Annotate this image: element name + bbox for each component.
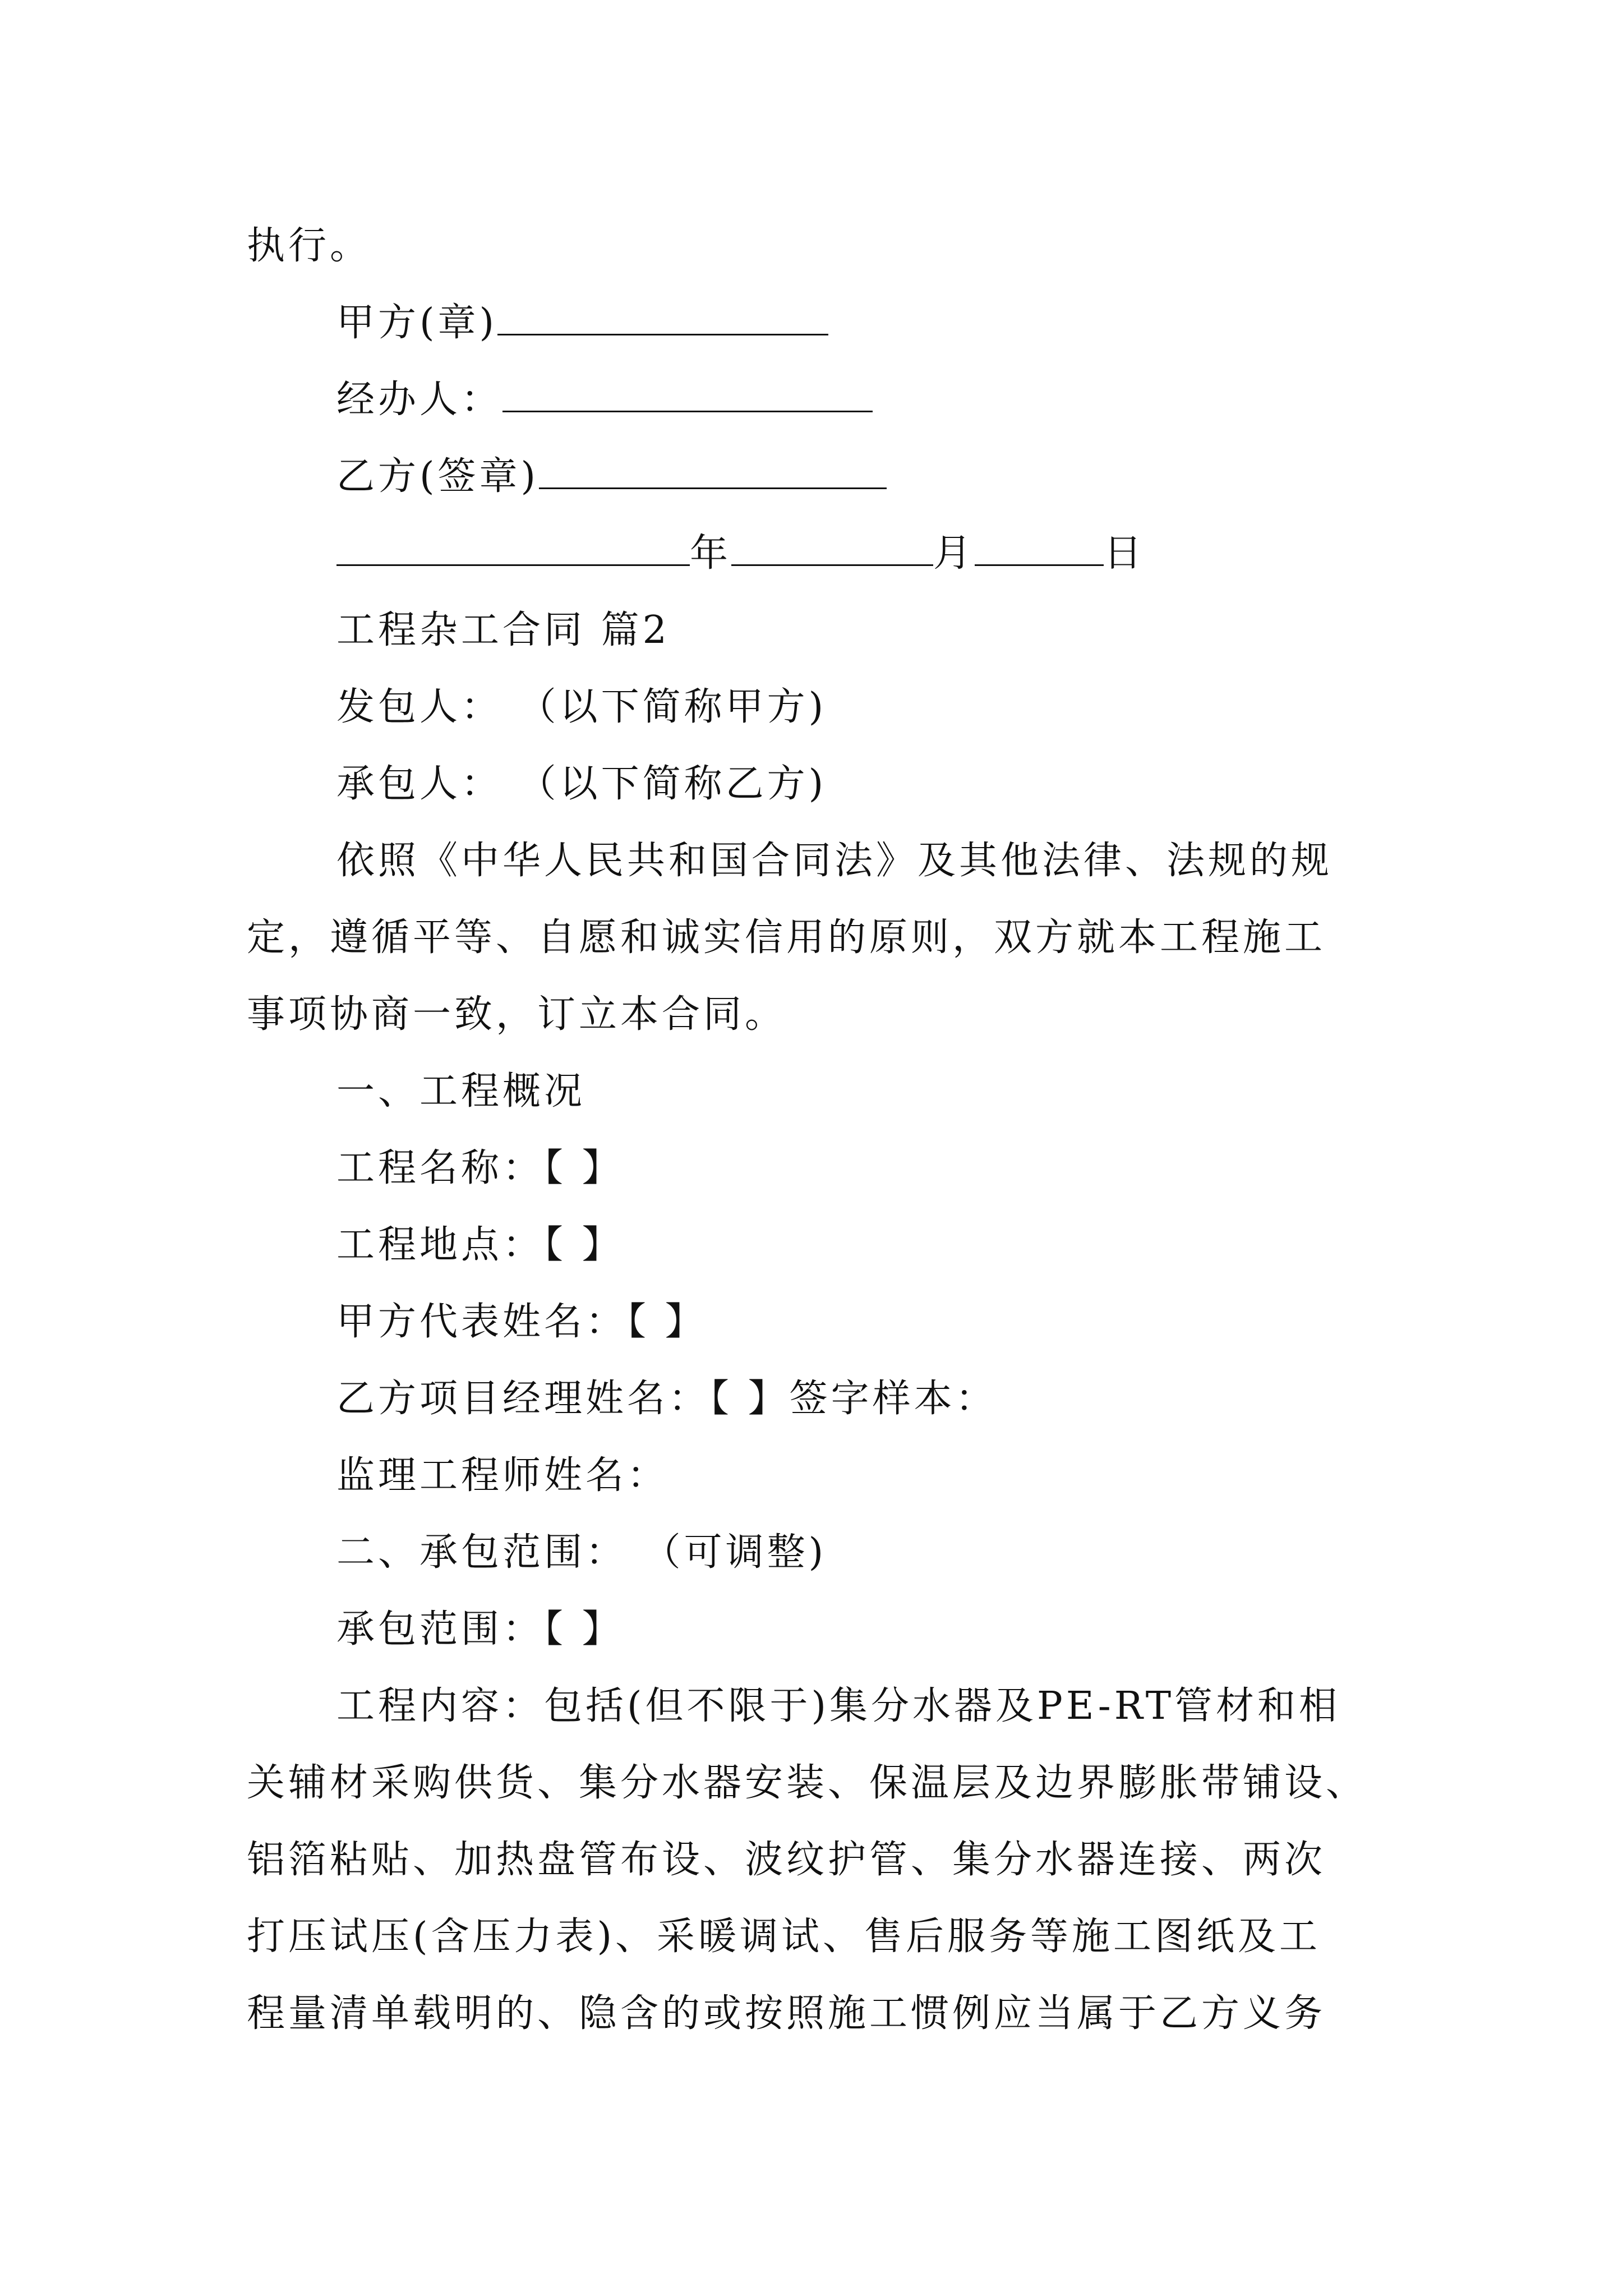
party-a-rep-line: 甲方代表姓名：【 】 (336, 1300, 707, 1344)
heading-scope: 二、承包范围： （可调整) (336, 1530, 827, 1575)
party-b-seal-label: 乙方(签章) (336, 454, 540, 499)
contractor-line: 承包人： （以下简称乙方) (336, 762, 827, 806)
document-page (247, 208, 1391, 2052)
paragraph-line: 打压试压(含压力表)、采暖调试、售后服务等施工图纸及工 (247, 1915, 1321, 1959)
date-line (247, 515, 1391, 592)
paragraph-line: 工程内容：包括(但不限于)集分水器及PE-RT管材和相 (336, 1684, 1341, 1728)
party-b-seal-line (247, 438, 1391, 515)
party-a-seal-label: 甲方(章) (336, 301, 498, 345)
paragraph-line: 定，遵循平等、自愿和诚实信用的原则，双方就本工程施工 (247, 915, 1326, 960)
year-blank (336, 532, 690, 566)
paragraph-line: 依照《中华人民共和国合同法》及其他法律、法规的规 (336, 839, 1333, 883)
section-title: 工程杂工合同 篇2 (336, 608, 670, 652)
scope-line: 承包范围：【 】 (336, 1607, 624, 1651)
paragraph-line: 事项协商一致，订立本合同。 (247, 992, 787, 1037)
paragraph-line: 铝箔粘贴、加热盘管布设、波纹护管、集分水器连接、两次 (247, 1838, 1326, 1882)
agent-line (247, 361, 1391, 438)
project-name-line: 工程名称：【 】 (336, 1146, 624, 1190)
paragraph-line: 关辅材采购供货、集分水器安装、保温层及边界膨胀带铺设、 (247, 1761, 1368, 1805)
paragraph-line: 程量清单载明的、隐含的或按照施工惯例应当属于乙方义务 (247, 1991, 1326, 2036)
year-label: 年 (690, 531, 732, 576)
day-blank (975, 532, 1104, 566)
signature-blank (539, 455, 887, 489)
agent-label: 经办人： (336, 378, 503, 422)
project-location-line: 工程地点：【 】 (336, 1223, 624, 1267)
signature-blank (497, 301, 828, 335)
employer-line: 发包人： （以下简称甲方) (336, 685, 827, 729)
day-label: 日 (1104, 531, 1146, 576)
heading-project-overview: 一、工程概况 (336, 1069, 586, 1114)
party-a-seal-line (247, 284, 1391, 361)
text-line: 执行。 (247, 224, 372, 268)
month-label: 月 (933, 531, 975, 576)
supervisor-line: 监理工程师姓名： (336, 1453, 669, 1498)
party-b-manager-line: 乙方项目经理姓名：【 】签字样本： (336, 1377, 997, 1421)
signature-blank (502, 378, 873, 412)
month-blank (731, 532, 933, 566)
